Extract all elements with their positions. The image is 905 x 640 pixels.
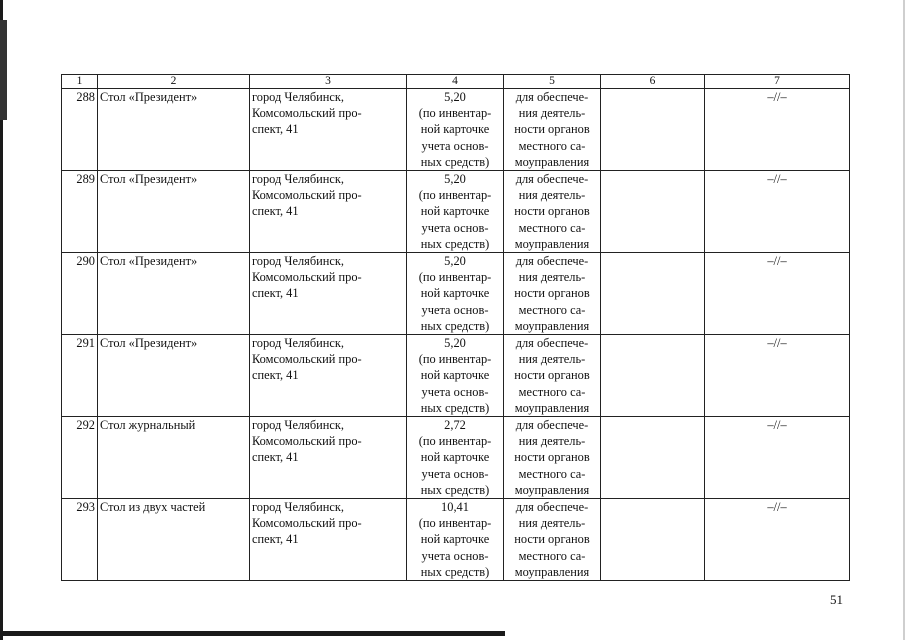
purpose-cell-line: для обеспече-	[515, 90, 589, 104]
value-cell-line: (по инвентар-	[418, 188, 492, 203]
purpose-cell-line: ния деятель-	[518, 434, 586, 449]
purpose-cell-line: ности органов	[514, 286, 590, 301]
row-number-cell: 289	[62, 171, 98, 253]
item-name-cell: Стол «Президент»	[98, 89, 250, 171]
column-header: 7	[705, 75, 850, 89]
address-cell-line: город Челябинск,	[252, 254, 345, 269]
purpose-cell-line: местного са-	[518, 466, 586, 481]
value-cell	[407, 89, 504, 171]
address-cell-line: спект, 41	[252, 204, 299, 219]
value-cell-line: 5,20	[444, 336, 466, 351]
value-cell-line: учета основ-	[421, 466, 489, 481]
value-cell-line: ной карточке	[420, 286, 490, 301]
value-cell-line: (по инвентар-	[418, 516, 492, 531]
purpose-cell-line: моуправления	[514, 236, 590, 251]
address-cell-line: спект, 41	[252, 450, 299, 465]
row-number-cell: 288	[62, 89, 98, 171]
purpose-cell-line: ния деятель-	[518, 106, 586, 121]
table-body	[62, 89, 850, 581]
note-cell: –//–	[705, 171, 850, 253]
purpose-cell-line: для обеспече-	[515, 418, 589, 433]
purpose-cell-line: местного са-	[518, 220, 586, 235]
value-cell-line: ной карточке	[420, 122, 490, 137]
value-cell-line: (по инвентар-	[418, 106, 492, 121]
purpose-cell-line: моуправления	[514, 400, 590, 415]
value-cell-line: ной карточке	[420, 204, 490, 219]
address-cell-line: город Челябинск,	[252, 500, 345, 515]
value-cell	[407, 335, 504, 417]
purpose-cell-line: моуправления	[514, 318, 590, 333]
address-cell	[250, 89, 407, 171]
value-cell-line: ных средств)	[420, 400, 490, 415]
address-cell	[250, 499, 407, 581]
row-number-cell: 292	[62, 417, 98, 499]
column-6-cell	[601, 253, 705, 335]
note-cell: –//–	[705, 499, 850, 581]
address-cell	[250, 335, 407, 417]
value-cell-line: ных средств)	[420, 154, 490, 169]
table-row	[62, 499, 850, 581]
column-header: 3	[250, 75, 407, 89]
purpose-cell-line: ности органов	[514, 450, 590, 465]
item-name-cell: Стол журнальный	[98, 417, 250, 499]
column-header: 5	[504, 75, 601, 89]
value-cell-line: ной карточке	[420, 368, 490, 383]
address-cell-line: город Челябинск,	[252, 172, 345, 187]
value-cell	[407, 499, 504, 581]
value-cell-line: учета основ-	[421, 220, 489, 235]
purpose-cell	[504, 89, 601, 171]
address-cell	[250, 171, 407, 253]
address-cell-line: Комсомольский про-	[252, 270, 362, 285]
address-cell-line: Комсомольский про-	[252, 106, 362, 121]
value-cell-line: (по инвентар-	[418, 270, 492, 285]
value-cell	[407, 253, 504, 335]
column-6-cell	[601, 335, 705, 417]
column-header: 2	[98, 75, 250, 89]
column-header: 4	[407, 75, 504, 89]
purpose-cell-line: ния деятель-	[518, 516, 586, 531]
property-register-table	[61, 74, 850, 581]
value-cell-line: учета основ-	[421, 302, 489, 317]
column-header: 1	[62, 75, 98, 89]
value-cell-line: 5,20	[444, 254, 466, 269]
item-name-cell: Стол «Президент»	[98, 171, 250, 253]
item-name-cell: Стол «Президент»	[98, 253, 250, 335]
value-cell-line: учета основ-	[421, 384, 489, 399]
address-cell-line: город Челябинск,	[252, 418, 345, 433]
purpose-cell	[504, 253, 601, 335]
value-cell-line: 10,41	[441, 500, 469, 515]
address-cell	[250, 417, 407, 499]
purpose-cell-line: ности органов	[514, 368, 590, 383]
purpose-cell-line: для обеспече-	[515, 254, 589, 269]
purpose-cell-line: моуправления	[514, 154, 590, 169]
purpose-cell-line: ности органов	[514, 122, 590, 137]
value-cell-line: учета основ-	[421, 548, 489, 563]
table-row	[62, 417, 850, 499]
row-number-cell: 291	[62, 335, 98, 417]
column-header: 6	[601, 75, 705, 89]
row-number-cell: 293	[62, 499, 98, 581]
address-cell	[250, 253, 407, 335]
column-6-cell	[601, 171, 705, 253]
value-cell	[407, 171, 504, 253]
table-row	[62, 171, 850, 253]
purpose-cell	[504, 171, 601, 253]
purpose-cell	[504, 499, 601, 581]
purpose-cell-line: местного са-	[518, 138, 586, 153]
value-cell-line: ной карточке	[420, 450, 490, 465]
value-cell	[407, 417, 504, 499]
purpose-cell-line: местного са-	[518, 548, 586, 563]
purpose-cell-line: ния деятель-	[518, 352, 586, 367]
value-cell-line: 2,72	[444, 418, 466, 433]
item-name-cell: Стол «Президент»	[98, 335, 250, 417]
purpose-cell-line: ности органов	[514, 532, 590, 547]
purpose-cell-line: местного са-	[518, 384, 586, 399]
scan-edge-mark	[0, 20, 7, 120]
address-cell-line: спект, 41	[252, 286, 299, 301]
note-cell: –//–	[705, 89, 850, 171]
scan-edge-bottom	[0, 631, 505, 636]
value-cell-line: (по инвентар-	[418, 434, 492, 449]
row-number-cell: 290	[62, 253, 98, 335]
purpose-cell-line: для обеспече-	[515, 172, 589, 187]
address-cell-line: спект, 41	[252, 368, 299, 383]
address-cell-line: город Челябинск,	[252, 90, 345, 104]
note-cell: –//–	[705, 417, 850, 499]
note-cell: –//–	[705, 335, 850, 417]
address-cell-line: Комсомольский про-	[252, 352, 362, 367]
table-row	[62, 335, 850, 417]
address-cell-line: спект, 41	[252, 122, 299, 137]
address-cell-line: Комсомольский про-	[252, 434, 362, 449]
value-cell-line: (по инвентар-	[418, 352, 492, 367]
purpose-cell	[504, 335, 601, 417]
value-cell-line: учета основ-	[421, 138, 489, 153]
value-cell-line: ных средств)	[420, 236, 490, 251]
purpose-cell-line: ния деятель-	[518, 188, 586, 203]
header-row	[62, 75, 850, 89]
address-cell-line: город Челябинск,	[252, 336, 345, 351]
table-row	[62, 253, 850, 335]
value-cell-line: ных средств)	[420, 564, 490, 579]
address-cell-line: спект, 41	[252, 532, 299, 547]
purpose-cell-line: местного са-	[518, 302, 586, 317]
column-6-cell	[601, 89, 705, 171]
value-cell-line: 5,20	[444, 90, 466, 104]
address-cell-line: Комсомольский про-	[252, 188, 362, 203]
value-cell-line: ных средств)	[420, 318, 490, 333]
column-6-cell	[601, 417, 705, 499]
table-row	[62, 89, 850, 171]
page-number: 51	[830, 592, 843, 607]
purpose-cell	[504, 417, 601, 499]
note-cell: –//–	[705, 253, 850, 335]
purpose-cell-line: для обеспече-	[515, 336, 589, 351]
purpose-cell-line: ния деятель-	[518, 270, 586, 285]
value-cell-line: ных средств)	[420, 482, 490, 497]
value-cell-line: ной карточке	[420, 532, 490, 547]
value-cell-line: 5,20	[444, 172, 466, 187]
purpose-cell-line: ности органов	[514, 204, 590, 219]
purpose-cell-line: моуправления	[514, 564, 590, 579]
purpose-cell-line: для обеспече-	[515, 500, 589, 515]
purpose-cell-line: моуправления	[514, 482, 590, 497]
address-cell-line: Комсомольский про-	[252, 516, 362, 531]
item-name-cell: Стол из двух частей	[98, 499, 250, 581]
column-6-cell	[601, 499, 705, 581]
